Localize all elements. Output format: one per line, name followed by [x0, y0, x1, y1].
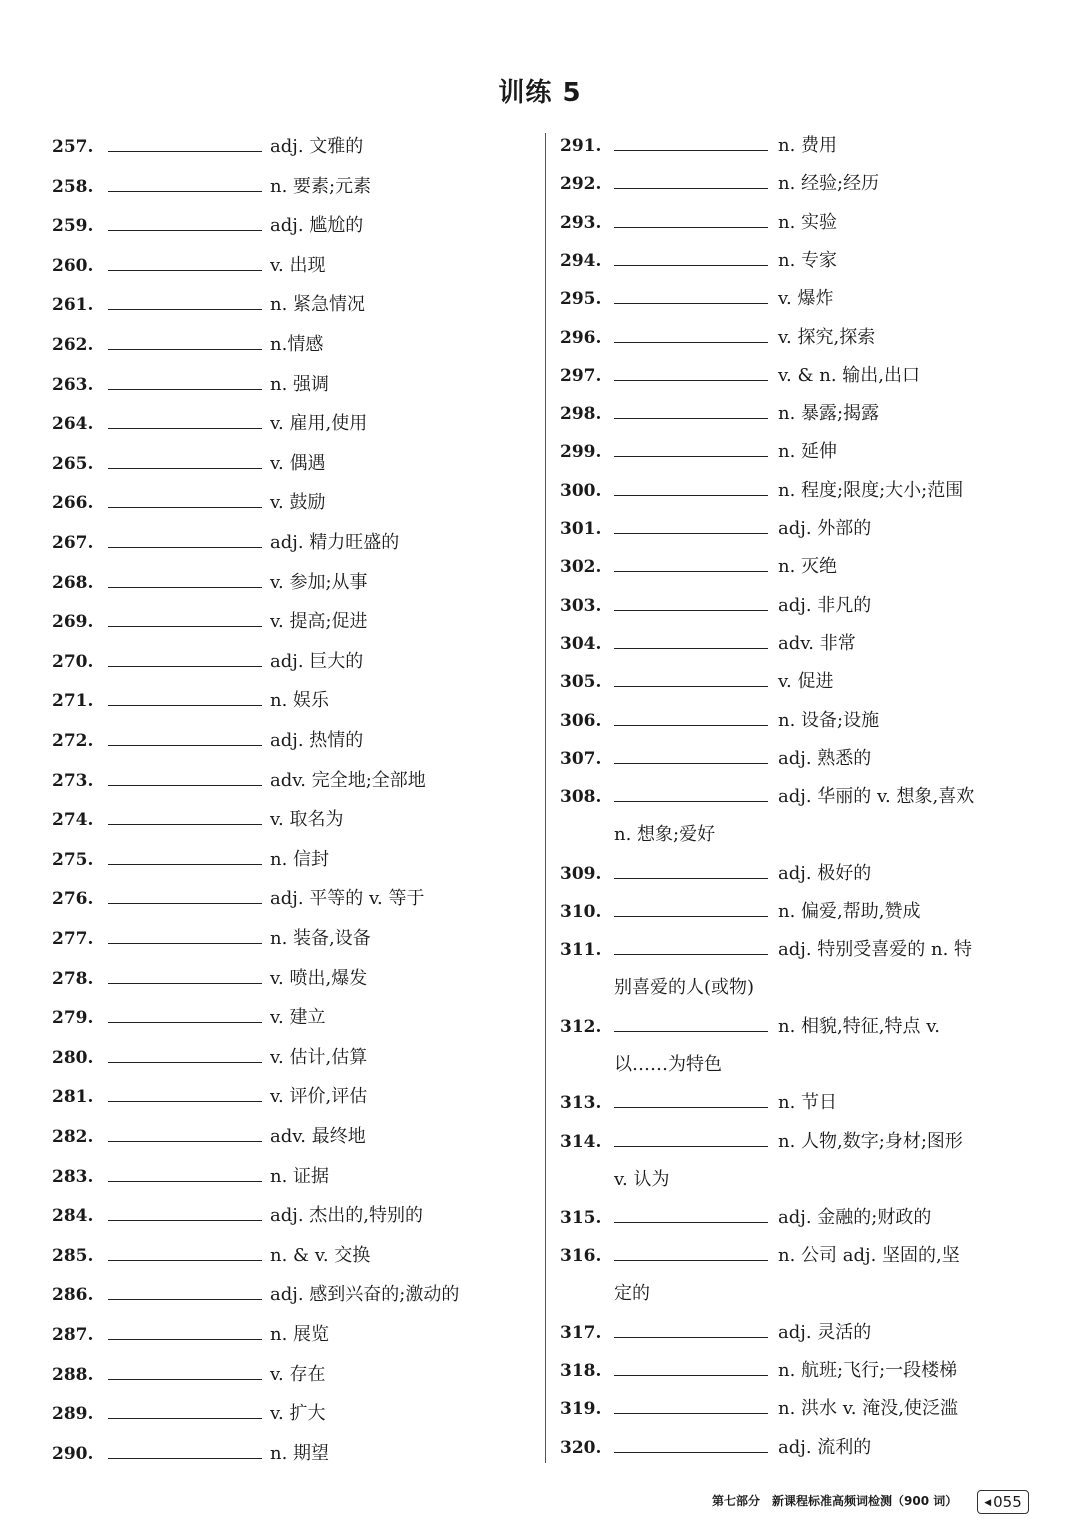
answer-blank[interactable] [614, 1107, 768, 1108]
entry-number: 318. [560, 1361, 602, 1382]
answer-blank[interactable] [614, 763, 768, 764]
entry-number: 259. [52, 216, 94, 237]
entry-definition: n. 人物,数字;身材;图形 [778, 1130, 963, 1152]
page-title: 训练 5 [498, 78, 582, 108]
answer-blank[interactable] [108, 270, 262, 271]
entry-definition: n. 装备,设备 [270, 928, 371, 949]
answer-blank[interactable] [614, 916, 768, 917]
entry-definition: n. 暴露;揭露 [778, 403, 880, 425]
answer-blank[interactable] [614, 954, 768, 955]
entry-number: 297. [560, 365, 602, 386]
entry-definition: v. 建立 [270, 1007, 326, 1029]
answer-blank[interactable] [614, 878, 768, 879]
entry-definition: v. 评价,评估 [270, 1086, 368, 1108]
answer-blank[interactable] [614, 150, 768, 151]
entry-definition: n. 相貌,特征,特点 v. [778, 1015, 940, 1037]
entry-number: 276. [52, 889, 94, 910]
entry-definition: v. 估计,估算 [270, 1046, 368, 1068]
answer-blank[interactable] [108, 230, 262, 231]
entry-number: 280. [52, 1047, 94, 1068]
entry-definition: v. 扩大 [270, 1403, 326, 1425]
answer-blank[interactable] [108, 191, 262, 192]
answer-blank[interactable] [108, 903, 262, 904]
entry-definition: adj. 热情的 [270, 730, 364, 751]
answer-blank[interactable] [614, 686, 768, 687]
entry-number: 268. [52, 572, 94, 593]
entry-number: 296. [560, 327, 602, 348]
answer-blank[interactable] [614, 801, 768, 802]
entry-number: 298. [560, 404, 602, 425]
answer-blank[interactable] [108, 468, 262, 469]
entry-definition: adj. 流利的 [778, 1436, 872, 1458]
answer-blank[interactable] [108, 507, 262, 508]
answer-blank[interactable] [108, 1022, 262, 1023]
entry-number: 289. [52, 1404, 94, 1425]
entry-definition: n. & v. 交换 [270, 1244, 371, 1266]
answer-blank[interactable] [614, 1413, 768, 1414]
entry-definition: adj. 华丽的 v. 想象,喜欢 [778, 786, 975, 808]
entry-definition: v. & n. 输出,出口 [778, 364, 920, 386]
entry-definition: n. 信封 [270, 848, 330, 870]
entry-definition: n. 航班;飞行;一段楼梯 [778, 1360, 958, 1382]
triangle-icon: ◀ [984, 1497, 992, 1508]
entry-definition: v. 取名为 [270, 809, 344, 831]
entry-definition: n. 紧急情况 [270, 294, 366, 316]
answer-blank[interactable] [614, 1031, 768, 1032]
entry-definition: adv. 最终地 [270, 1126, 366, 1147]
entry-number: 306. [560, 710, 602, 731]
entry-number: 300. [560, 480, 602, 501]
answer-blank[interactable] [108, 983, 262, 984]
answer-blank[interactable] [614, 610, 768, 611]
page-number: 055 [993, 1493, 1022, 1511]
answer-blank[interactable] [614, 342, 768, 343]
entry-number: 277. [52, 929, 94, 949]
answer-blank[interactable] [108, 309, 262, 310]
answer-blank[interactable] [614, 1260, 768, 1261]
footer-text: 第七部分 新课程标准高频词检测（900 词） [712, 1494, 958, 1508]
entry-definition: n. 展览 [270, 1324, 330, 1345]
answer-blank[interactable] [108, 1260, 262, 1261]
entry-definition: adj. 灵活的 [778, 1321, 872, 1343]
answer-blank[interactable] [108, 1458, 262, 1459]
answer-blank[interactable] [108, 1379, 262, 1380]
answer-blank[interactable] [108, 547, 262, 548]
entry-definition: adj. 平等的 v. 等于 [270, 888, 425, 910]
entry-definition: adj. 金融的;财政的 [778, 1207, 932, 1228]
entry-number: 310. [560, 901, 602, 922]
entry-definition: adj. 特别受喜爱的 n. 特 [778, 939, 973, 961]
entry-number: 290. [52, 1443, 94, 1464]
entry-definition: n. 经验;经历 [778, 173, 880, 195]
entry-number: 287. [52, 1325, 94, 1345]
entry-number: 286. [52, 1285, 94, 1306]
entry-number: 275. [52, 849, 94, 870]
entry-definition-continued: v. 认为 [614, 1168, 670, 1190]
entry-number: 270. [52, 651, 94, 672]
answer-blank[interactable] [108, 745, 262, 746]
entry-definition: v. 探究,探索 [778, 326, 876, 348]
entry-definition: n. 设备;设施 [778, 709, 880, 731]
entry-number: 257. [52, 137, 94, 157]
entry-number: 264. [52, 414, 94, 435]
entry-number: 260. [52, 255, 94, 276]
entry-number: 278. [52, 968, 94, 989]
entry-number: 274. [52, 810, 94, 831]
entry-definition: n. 要素;元素 [270, 175, 372, 197]
answer-blank[interactable] [614, 648, 768, 649]
entry-definition: v. 雇用,使用 [270, 413, 368, 435]
entry-definition: adj. 感到兴奋的;激动的 [270, 1284, 460, 1306]
answer-blank[interactable] [108, 428, 262, 429]
entry-definition-continued: 别喜爱的人(或物) [614, 977, 755, 999]
answer-blank[interactable] [614, 380, 768, 381]
entry-definition: n. 费用 [778, 135, 838, 156]
entry-number: 309. [560, 863, 602, 884]
entry-definition: v. 鼓励 [270, 492, 326, 514]
entry-definition: v. 出现 [270, 254, 326, 276]
answer-blank[interactable] [614, 571, 768, 572]
answer-blank[interactable] [108, 824, 262, 825]
entry-definition: v. 参加;从事 [270, 571, 368, 593]
entry-number: 261. [52, 295, 94, 316]
entry-definition: adj. 巨大的 [270, 650, 364, 672]
answer-blank[interactable] [108, 587, 262, 588]
entry-definition: v. 提高;促进 [270, 611, 368, 633]
entry-number: 320. [560, 1437, 602, 1458]
entry-definition-continued: 以……为特色 [614, 1053, 722, 1075]
answer-blank[interactable] [614, 1375, 768, 1376]
entry-number: 291. [560, 136, 602, 156]
entry-definition: n. 程度;限度;大小;范围 [778, 479, 964, 501]
entry-number: 311. [560, 940, 602, 961]
answer-blank[interactable] [108, 1101, 262, 1102]
entry-definition: n. 灭绝 [778, 556, 838, 578]
entry-number: 312. [560, 1016, 602, 1037]
entry-number: 314. [560, 1131, 602, 1152]
answer-blank[interactable] [108, 1062, 262, 1063]
answer-blank[interactable] [614, 1146, 768, 1147]
entry-number: 304. [560, 633, 602, 654]
entry-definition: n. 节日 [778, 1092, 838, 1114]
answer-blank[interactable] [614, 303, 768, 304]
answer-blank[interactable] [614, 1452, 768, 1453]
entry-definition: v. 喷出,爆发 [270, 967, 368, 989]
entry-definition: n. 实验 [778, 211, 838, 233]
entry-definition: adj. 熟悉的 [778, 747, 872, 769]
entry-definition-continued: 定的 [614, 1283, 650, 1305]
entry-definition: n. 证据 [270, 1165, 330, 1187]
entry-number: 281. [52, 1087, 94, 1108]
column-divider [545, 133, 546, 1463]
answer-blank[interactable] [108, 864, 262, 865]
entry-number: 317. [560, 1322, 602, 1343]
entry-number: 292. [560, 174, 602, 195]
entry-number: 307. [560, 748, 602, 769]
entry-definition: adv. 非常 [778, 632, 856, 654]
entry-definition-continued: n. 想象;爱好 [614, 824, 716, 846]
entry-definition: adv. 完全地;全部地 [270, 769, 426, 791]
entry-number: 313. [560, 1093, 602, 1114]
answer-blank[interactable] [614, 227, 768, 228]
entry-definition: n. 强调 [270, 373, 330, 395]
entry-number: 283. [52, 1166, 94, 1187]
entry-number: 294. [560, 250, 602, 271]
page-number-box [977, 1490, 1029, 1514]
answer-blank[interactable] [614, 265, 768, 266]
entry-definition: n.情感 [270, 334, 324, 355]
entry-definition: n. 延伸 [778, 441, 838, 463]
entry-number: 293. [560, 212, 602, 233]
answer-blank[interactable] [108, 943, 262, 944]
entry-definition: adj. 非凡的 [778, 594, 872, 616]
entry-definition: v. 偶遇 [270, 452, 326, 474]
entry-definition: adj. 尴尬的 [270, 215, 364, 237]
entry-number: 308. [560, 787, 602, 808]
answer-blank[interactable] [614, 418, 768, 419]
answer-blank[interactable] [108, 1339, 262, 1340]
entry-definition: adj. 杰出的,特别的 [270, 1205, 423, 1227]
answer-blank[interactable] [614, 456, 768, 457]
answer-blank[interactable] [108, 705, 262, 706]
entry-definition: v. 促进 [778, 671, 834, 693]
entry-number: 265. [52, 453, 94, 474]
entry-definition: v. 爆炸 [778, 288, 834, 310]
entry-number: 271. [52, 691, 94, 712]
entry-number: 301. [560, 519, 602, 539]
entry-definition: n. 洪水 v. 淹没,使泛滥 [778, 1398, 958, 1420]
answer-blank[interactable] [108, 1181, 262, 1182]
entry-definition: n. 专家 [778, 249, 838, 271]
entry-definition: n. 偏爱,帮助,赞成 [778, 900, 921, 922]
entry-number: 273. [52, 770, 94, 791]
answer-blank[interactable] [614, 1337, 768, 1338]
entry-definition: n. 娱乐 [270, 690, 330, 712]
answer-blank[interactable] [614, 188, 768, 189]
entry-number: 305. [560, 672, 602, 693]
answer-blank[interactable] [614, 533, 768, 534]
answer-blank[interactable] [108, 349, 262, 350]
entry-number: 262. [52, 335, 94, 355]
answer-blank[interactable] [108, 151, 262, 152]
entry-number: 299. [560, 442, 602, 463]
entry-number: 258. [52, 176, 94, 197]
entry-number: 319. [560, 1399, 602, 1420]
entry-definition: n. 期望 [270, 1442, 330, 1464]
answer-blank[interactable] [108, 1299, 262, 1300]
entry-number: 315. [560, 1208, 602, 1228]
answer-blank[interactable] [614, 1222, 768, 1223]
entry-definition: adj. 极好的 [778, 862, 872, 884]
entry-number: 267. [52, 533, 94, 553]
entry-number: 263. [52, 374, 94, 395]
answer-blank[interactable] [108, 389, 262, 390]
answer-blank[interactable] [108, 785, 262, 786]
answer-blank[interactable] [108, 1418, 262, 1419]
entry-number: 282. [52, 1127, 94, 1147]
entry-number: 279. [52, 1008, 94, 1029]
entry-definition: adj. 精力旺盛的 [270, 532, 400, 553]
answer-blank[interactable] [108, 666, 262, 667]
entry-number: 269. [52, 612, 94, 633]
entry-definition: n. 公司 adj. 坚固的,坚 [778, 1245, 960, 1267]
entry-definition: v. 存在 [270, 1363, 326, 1385]
answer-blank[interactable] [108, 1220, 262, 1221]
answer-blank[interactable] [614, 495, 768, 496]
entry-number: 288. [52, 1364, 94, 1385]
answer-blank[interactable] [108, 626, 262, 627]
entry-number: 316. [560, 1246, 602, 1267]
entry-number: 272. [52, 731, 94, 751]
entry-number: 266. [52, 493, 94, 514]
answer-blank[interactable] [614, 725, 768, 726]
entry-number: 295. [560, 289, 602, 310]
entry-number: 302. [560, 557, 602, 578]
entry-number: 285. [52, 1245, 94, 1266]
entry-definition: adj. 外部的 [778, 518, 872, 539]
answer-blank[interactable] [108, 1141, 262, 1142]
entry-definition: adj. 文雅的 [270, 136, 364, 157]
entry-number: 284. [52, 1206, 94, 1227]
entry-number: 303. [560, 595, 602, 616]
